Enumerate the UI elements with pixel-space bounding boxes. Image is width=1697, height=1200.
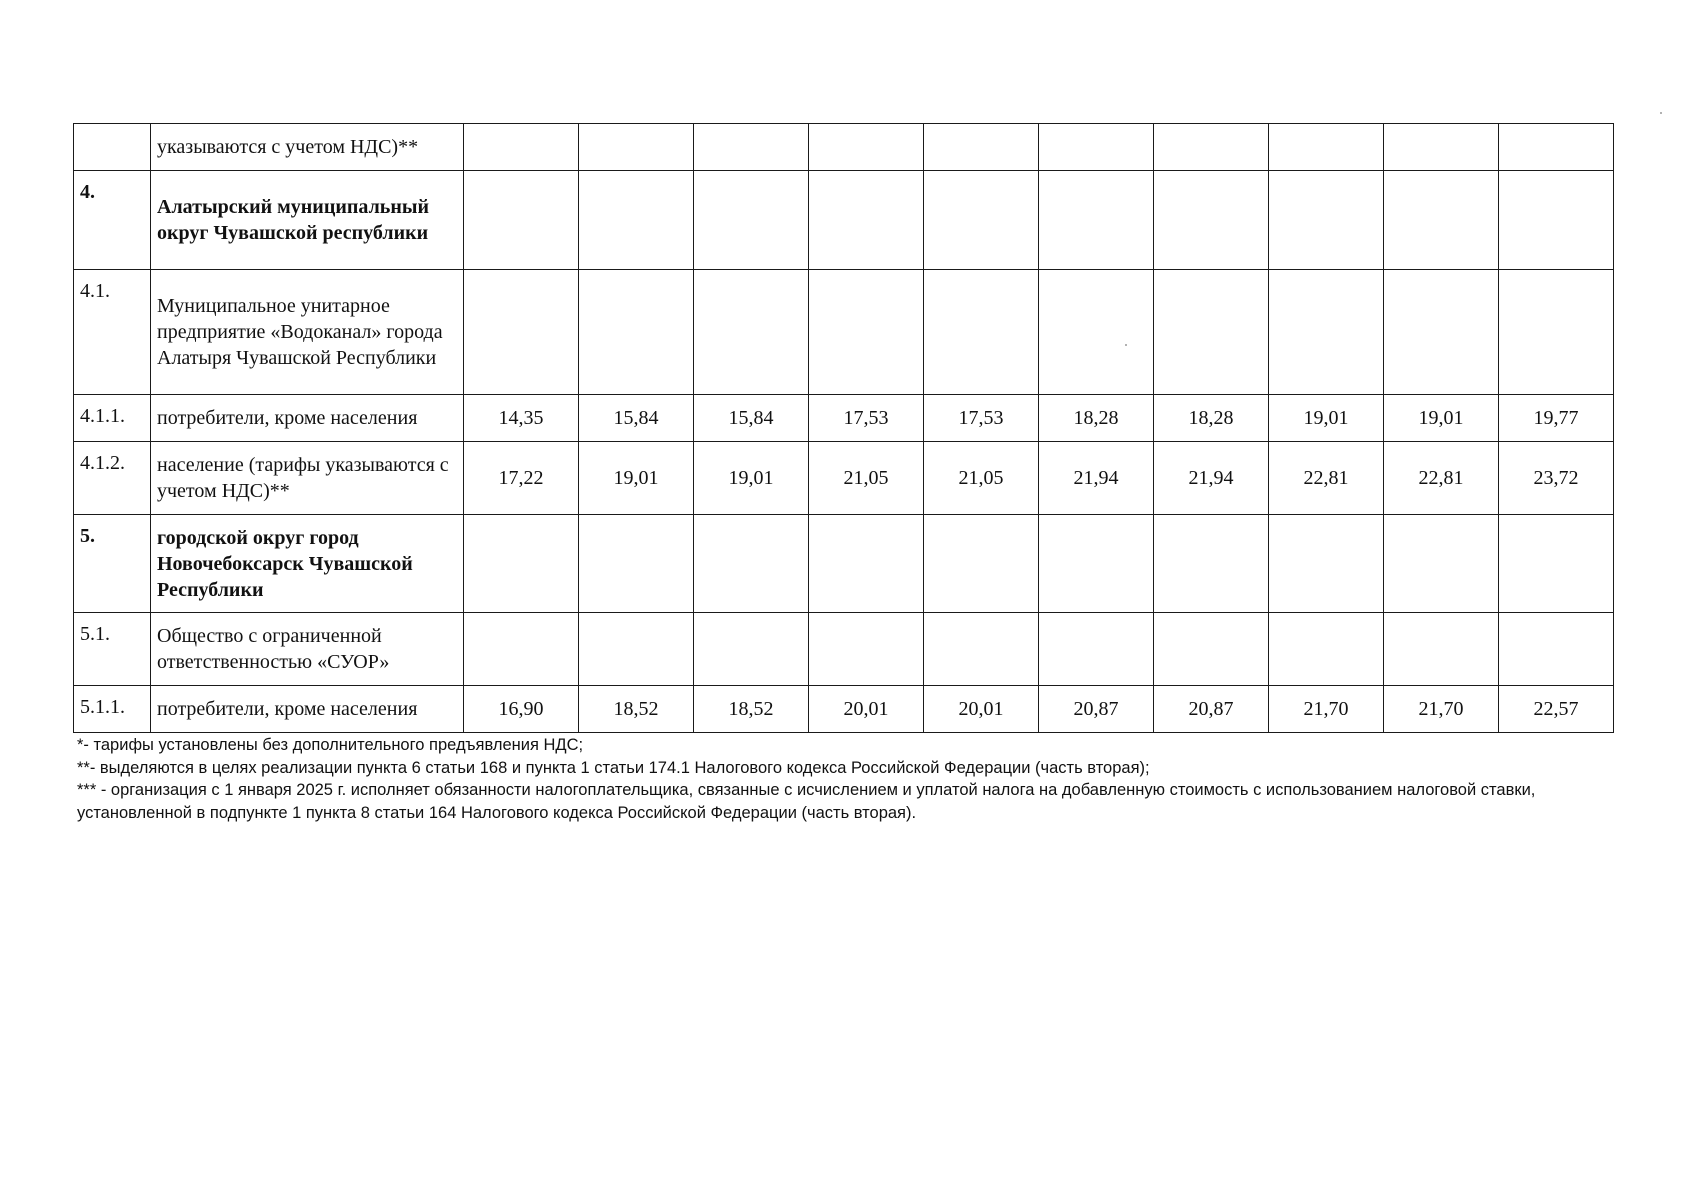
tariff-value-cell: [579, 124, 694, 171]
tariff-value-cell: [1154, 124, 1269, 171]
tariff-value-cell: [1039, 124, 1154, 171]
tariff-value-cell: 19,77: [1499, 395, 1614, 442]
tariff-value-cell: [464, 515, 579, 613]
tariff-table: [73, 123, 1614, 733]
table-row: [74, 395, 1614, 442]
row-number: 5.: [74, 515, 151, 613]
row-name: Муниципальное унитарное предприятие «Водоканал» города Алатыря Чувашской Республики: [151, 270, 464, 395]
tariff-value-cell: 22,81: [1384, 442, 1499, 515]
tariff-value-cell: [1499, 171, 1614, 270]
tariff-value-cell: [464, 270, 579, 395]
tariff-value-cell: [1499, 613, 1614, 686]
tariff-value-cell: 19,01: [1269, 395, 1384, 442]
tariff-value-cell: 21,05: [809, 442, 924, 515]
tariff-value-cell: 22,81: [1269, 442, 1384, 515]
tariff-value-cell: [694, 613, 809, 686]
tariff-value-cell: 19,01: [694, 442, 809, 515]
table-row: [74, 442, 1614, 515]
tariff-value-cell: [579, 613, 694, 686]
table-row: [74, 613, 1614, 686]
table-row: [74, 686, 1614, 733]
tariff-value-cell: [1039, 171, 1154, 270]
footnotes: [77, 734, 1622, 824]
tariff-value-cell: [579, 270, 694, 395]
tariff-value-cell: 20,01: [924, 686, 1039, 733]
row-number: 4.: [74, 171, 151, 270]
tariff-value-cell: [1499, 270, 1614, 395]
tariff-value-cell: [1384, 613, 1499, 686]
tariff-value-cell: 17,22: [464, 442, 579, 515]
tariff-value-cell: [694, 515, 809, 613]
footnote-vat-highlighted: **- выделяются в целях реализации пункта 6 статьи 168 и пункта 1 статьи 174.1 Налогового кодекса Российской Федерации (часть вторая);: [77, 758, 1150, 777]
tariff-value-cell: [1499, 124, 1614, 171]
row-name: указываются с учетом НДС)**: [151, 124, 464, 171]
tariff-value-cell: 15,84: [694, 395, 809, 442]
tariff-value-cell: [1384, 171, 1499, 270]
row-name: Общество с ограниченной ответственностью «СУОР»: [151, 613, 464, 686]
tariff-value-cell: [1384, 270, 1499, 395]
tariff-value-cell: [924, 124, 1039, 171]
tariff-value-cell: [1269, 613, 1384, 686]
tariff-value-cell: [1269, 270, 1384, 395]
tariff-value-cell: [1384, 124, 1499, 171]
tariff-value-cell: 20,01: [809, 686, 924, 733]
tariff-value-cell: 19,01: [579, 442, 694, 515]
table-row: [74, 270, 1614, 395]
row-number: 4.1.1.: [74, 395, 151, 442]
tariff-value-cell: 18,52: [579, 686, 694, 733]
tariff-value-cell: 23,72: [1499, 442, 1614, 515]
tariff-value-cell: [694, 124, 809, 171]
tariff-value-cell: 16,90: [464, 686, 579, 733]
tariff-value-cell: 17,53: [809, 395, 924, 442]
row-number: 4.1.2.: [74, 442, 151, 515]
tariff-value-cell: 18,52: [694, 686, 809, 733]
row-name: потребители, кроме населения: [151, 686, 464, 733]
table-row: [74, 515, 1614, 613]
tariff-value-cell: [1499, 515, 1614, 613]
footnote-vat-payer: *** - организация с 1 января 2025 г. исполняет обязанности налогоплательщика, связанные с исчислением и уплатой налога на добавленную стоимость с использованием налоговой ставки, установленной в подпункте 1 пункта 8 статьи 164 Налогового кодекса Российской Федерации (часть вторая).: [77, 781, 1536, 822]
tariff-table-body: [74, 124, 1614, 733]
tariff-value-cell: [924, 270, 1039, 395]
tariff-value-cell: 18,28: [1039, 395, 1154, 442]
row-name: население (тарифы указываются с учетом НДС)**: [151, 442, 464, 515]
tariff-value-cell: 21,94: [1154, 442, 1269, 515]
tariff-value-cell: [579, 515, 694, 613]
tariff-value-cell: [694, 171, 809, 270]
footnote-vat-excluded: *- тарифы установлены без дополнительного предъявления НДС;: [77, 736, 584, 754]
tariff-value-cell: [809, 613, 924, 686]
tariff-value-cell: [464, 613, 579, 686]
row-name: потребители, кроме населения: [151, 395, 464, 442]
tariff-value-cell: [579, 171, 694, 270]
tariff-value-cell: [694, 270, 809, 395]
tariff-value-cell: 21,05: [924, 442, 1039, 515]
tariff-value-cell: 20,87: [1039, 686, 1154, 733]
tariff-value-cell: [1154, 515, 1269, 613]
row-number: 4.1.: [74, 270, 151, 395]
tariff-value-cell: 21,94: [1039, 442, 1154, 515]
tariff-value-cell: [1039, 270, 1154, 395]
scan-speck: [1660, 112, 1662, 114]
tariff-value-cell: 14,35: [464, 395, 579, 442]
tariff-value-cell: [1384, 515, 1499, 613]
row-number: [74, 124, 151, 171]
tariff-value-cell: 20,87: [1154, 686, 1269, 733]
tariff-value-cell: [464, 124, 579, 171]
row-number: 5.1.: [74, 613, 151, 686]
tariff-value-cell: [809, 124, 924, 171]
tariff-value-cell: [1269, 171, 1384, 270]
tariff-value-cell: [809, 171, 924, 270]
tariff-value-cell: [1154, 171, 1269, 270]
tariff-value-cell: [1269, 515, 1384, 613]
row-name: Алатырский муниципальный округ Чувашской республики: [151, 171, 464, 270]
tariff-value-cell: [464, 171, 579, 270]
tariff-value-cell: [809, 515, 924, 613]
tariff-value-cell: [924, 515, 1039, 613]
tariff-value-cell: 22,57: [1499, 686, 1614, 733]
tariff-value-cell: [1154, 613, 1269, 686]
row-number: 5.1.1.: [74, 686, 151, 733]
scan-speck: [1125, 344, 1127, 346]
tariff-value-cell: [1154, 270, 1269, 395]
tariff-value-cell: 19,01: [1384, 395, 1499, 442]
tariff-value-cell: [924, 171, 1039, 270]
tariff-value-cell: [1039, 515, 1154, 613]
tariff-value-cell: [1269, 124, 1384, 171]
tariff-value-cell: [924, 613, 1039, 686]
tariff-value-cell: [1039, 613, 1154, 686]
row-name: городской округ город Новочебоксарск Чувашской Республики: [151, 515, 464, 613]
tariff-value-cell: 17,53: [924, 395, 1039, 442]
tariff-value-cell: 18,28: [1154, 395, 1269, 442]
tariff-value-cell: 21,70: [1269, 686, 1384, 733]
tariff-value-cell: [809, 270, 924, 395]
table-row: [74, 124, 1614, 171]
tariff-value-cell: 15,84: [579, 395, 694, 442]
table-row: [74, 171, 1614, 270]
tariff-value-cell: 21,70: [1384, 686, 1499, 733]
